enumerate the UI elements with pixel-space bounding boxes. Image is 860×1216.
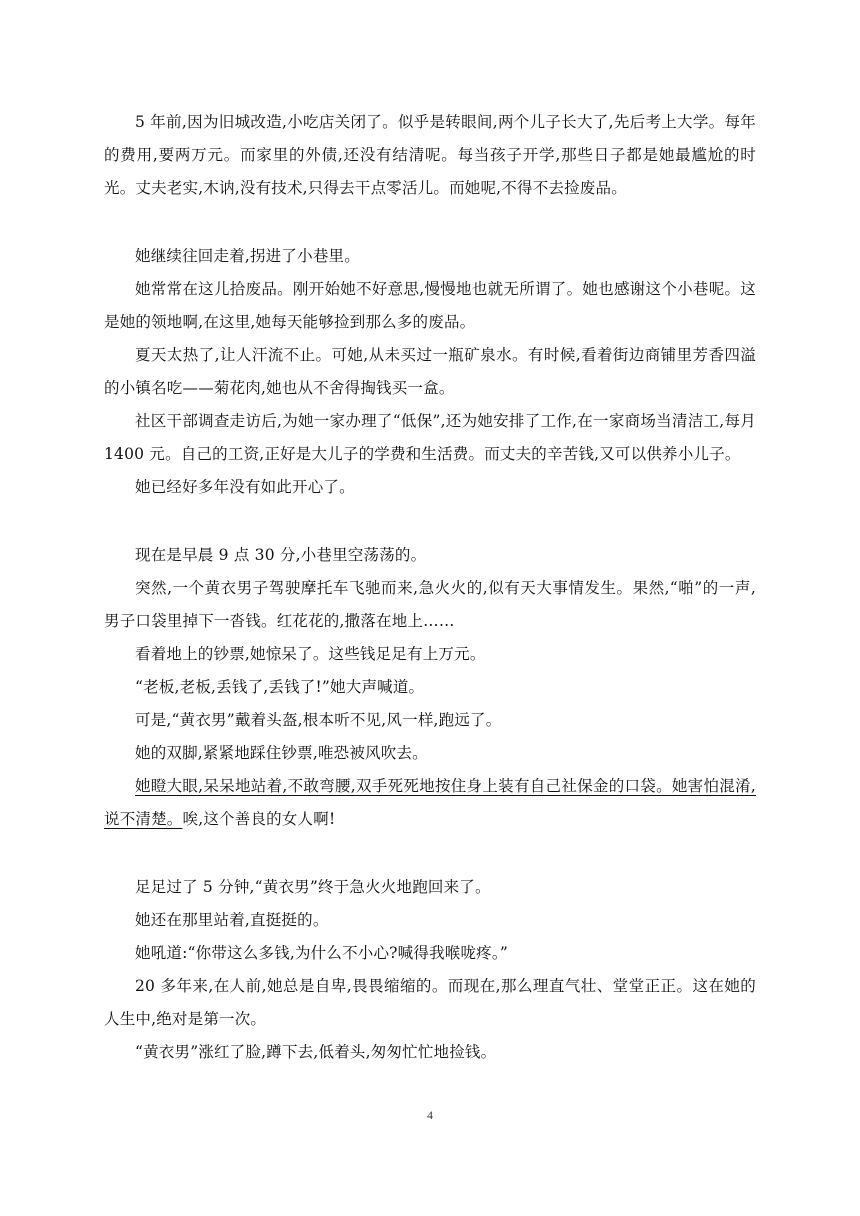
paragraph: 5 年前,因为旧城改造,小吃店关闭了。似乎是转眼间,两个儿子长大了,先后考上大学。每年的费用,要两万元。而家里的外债,还没有结清呢。每当孩子开学,那些日子都是她最尴尬的时光。丈夫老实,木讷,没有技术,只得去干点零活儿。而她呢,不得不去捡废品。 — [104, 113, 756, 197]
paragraph-gap — [104, 205, 756, 238]
paragraph: 她继续往回走着,拐进了小巷里。 — [135, 247, 360, 265]
paragraph: 她常常在这儿拾废品。刚开始她不好意思,慢慢地也就无所谓了。她也感谢这个小巷呢。这是她的领地啊,在这里,她每天能够捡到那么多的废品。 — [104, 280, 756, 331]
paragraph: 夏天太热了,让人汗流不止。可她,从未买过一瓶矿泉水。有时候,看着街边商铺里芳香四溢的小镇名吃——菊花肉,她也从不舍得掏钱买一盒。 — [104, 346, 756, 397]
paragraph-gap — [104, 836, 756, 869]
underlined-sentence: 她瞪大眼,呆呆地站着,不敢弯腰,双手死死地按住身上装有自己社保金的口袋。她害怕混淆,说不清楚。 — [104, 777, 756, 828]
paragraph: 她还在那里站着,直挺挺的。 — [135, 911, 329, 929]
page-number: 4 — [427, 1108, 433, 1122]
document-body — [104, 106, 756, 1069]
paragraph: 现在是早晨 9 点 30 分,小巷里空荡荡的。 — [135, 546, 427, 564]
paragraph-tail: 唉,这个善良的女人啊! — [182, 810, 336, 828]
paragraph: 她已经好多年没有如此开心了。 — [135, 478, 355, 496]
paragraph: “黄衣男”涨红了脸,蹲下去,低着头,匆匆忙忙地捡钱。 — [135, 1043, 497, 1061]
paragraph-gap — [104, 504, 756, 537]
paragraph: 可是,“黄衣男”戴着头盔,根本听不见,风一样,跑远了。 — [135, 711, 502, 729]
paragraph: 她吼道:“你带这么多钱,为什么不小心?喊得我喉咙疼。” — [135, 944, 508, 962]
paragraph: “老板,老板,丢钱了,丢钱了!”她大声喊道。 — [135, 678, 425, 696]
paragraph: 看着地上的钞票,她惊呆了。这些钱足足有上万元。 — [135, 645, 486, 663]
paragraph: 社区干部调查走访后,为她一家办理了“低保”,还为她安排了工作,在一家商场当清洁工,每月 1400 元。自己的工资,正好是大儿子的学费和生活费。而丈夫的辛苦钱,又可以供养小儿子。 — [104, 412, 756, 463]
paragraph: 20 多年来,在人前,她总是自卑,畏畏缩缩的。而现在,那么理直气壮、堂堂正正。这在她的人生中,绝对是第一次。 — [104, 977, 756, 1028]
paragraph: 突然,一个黄衣男子驾驶摩托车飞驰而来,急火火的,似有天大事情发生。果然,“啪”的一声,男子口袋里掉下一沓钱。红花花的,撒落在地上…… — [104, 579, 756, 630]
paragraph: 足足过了 5 分钟,“黄衣男”终于急火火地跑回来了。 — [135, 878, 491, 896]
underlined-paragraph — [104, 770, 756, 836]
paragraph: 她的双脚,紧紧地踩住钞票,唯恐被风吹去。 — [135, 744, 428, 762]
